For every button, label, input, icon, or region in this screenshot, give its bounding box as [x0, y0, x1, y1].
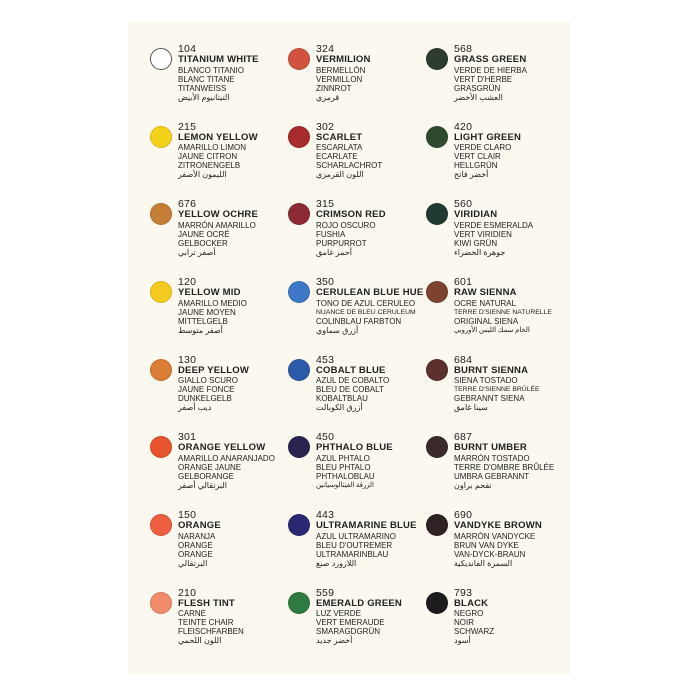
- color-code: 120: [178, 276, 197, 289]
- translation: GEBRANNT SIENA: [454, 394, 525, 404]
- color-swatch: [426, 48, 448, 70]
- translation: NEGRO: [454, 609, 484, 619]
- color-code: 130: [178, 353, 197, 366]
- color-code: 560: [454, 198, 473, 211]
- translation-arabic: أخضر جديد: [316, 636, 353, 646]
- color-swatch: [150, 514, 172, 536]
- color-name: YELLOW MID: [178, 287, 241, 299]
- translation-arabic: اللون اللحمي: [178, 636, 222, 646]
- color-swatch-grid: [150, 43, 555, 666]
- color-label: [454, 588, 494, 646]
- color-entry: [426, 276, 552, 355]
- translation: KOBALTBLAU: [316, 394, 368, 404]
- color-label: [316, 432, 393, 490]
- color-code: 350: [316, 276, 335, 289]
- color-code: 150: [178, 509, 197, 522]
- color-entry: [150, 44, 288, 122]
- translation: BLANCO TITANIO: [178, 65, 244, 75]
- color-entry: [150, 199, 288, 277]
- translation: AZUL DE COBALTO: [316, 376, 390, 386]
- color-label: [454, 510, 542, 568]
- color-swatch: [150, 281, 172, 303]
- color-code: 104: [178, 43, 197, 55]
- translation: ULTRAMARINBLAU: [316, 549, 389, 559]
- color-label: [316, 588, 402, 646]
- color-name: TITANIUM WHITE: [178, 54, 259, 65]
- color-name: LEMON YELLOW: [178, 131, 258, 143]
- color-name: ORANGE YELLOW: [178, 442, 266, 454]
- translation: VERT CLAIR: [454, 152, 501, 162]
- translation: OCRE NATURAL: [454, 298, 517, 308]
- translation: JAUNE MOYEN: [178, 307, 236, 317]
- translation: AMARILLO MEDIO: [178, 298, 247, 308]
- color-label: [316, 199, 386, 257]
- color-label: [316, 44, 371, 102]
- translation: ORIGINAL SIENA: [454, 316, 519, 326]
- translation: LUZ VERDE: [316, 609, 361, 619]
- translation: BLANC TITANE: [178, 74, 235, 84]
- color-code: 443: [316, 509, 335, 522]
- translation: ESCARLATA: [316, 143, 363, 153]
- translation: ZITRONENGELB: [178, 161, 241, 171]
- color-entry: [150, 277, 288, 355]
- translation-arabic: تفحم براون: [454, 480, 492, 490]
- color-entry: [288, 277, 426, 355]
- translation: VERT EMERAUDE: [316, 618, 385, 628]
- translation: VERT VIRIDIEN: [454, 229, 512, 239]
- translation: VAN-DYCK-BRAUN: [454, 549, 526, 559]
- color-entry: [288, 122, 426, 200]
- color-swatch: [288, 126, 310, 148]
- color-name: EMERALD GREEN: [316, 597, 402, 609]
- translation-arabic: البرتقالي أصفر: [178, 480, 228, 490]
- translation: ECARLATE: [316, 152, 358, 162]
- translation: BLEU D'OUTREMER: [316, 540, 393, 550]
- color-entry: [150, 355, 288, 433]
- color-swatch: [288, 48, 310, 70]
- color-code: 687: [454, 431, 473, 444]
- translation: AZUL PHTALO: [316, 453, 370, 463]
- translation: ORANGE: [178, 540, 213, 550]
- translation-arabic: اللازورد صبغ: [316, 558, 357, 568]
- color-code: 453: [316, 353, 335, 366]
- translation: BLEU PHTALO: [316, 462, 371, 472]
- translation: KIWI GRÜN: [454, 238, 498, 248]
- translation: TITANWEISS: [178, 83, 227, 93]
- color-swatch: [426, 126, 448, 148]
- color-label: [454, 432, 554, 490]
- color-swatch: [150, 436, 172, 458]
- color-label: [454, 122, 521, 180]
- translation: AMARILLO ANARANJADO: [178, 453, 275, 463]
- color-name: BURNT SIENNA: [454, 364, 529, 376]
- translation: VERDE DE HIERBA: [454, 65, 527, 75]
- translation: ROJO OSCURO: [316, 220, 376, 230]
- color-entry: [288, 355, 426, 433]
- translation-arabic: ديب أصفر: [178, 403, 212, 413]
- color-name: RAW SIENNA: [454, 287, 517, 299]
- color-entry: [150, 588, 288, 666]
- translation-arabic: السمرة الفانديكية: [454, 558, 513, 568]
- color-name: YELLOW OCHRE: [178, 209, 258, 221]
- translation: PURPURROT: [316, 238, 367, 248]
- translation-arabic: سينا غامق: [454, 403, 488, 413]
- color-name: CRIMSON RED: [316, 209, 386, 221]
- color-entry: [150, 510, 288, 588]
- translation-arabic: اللون القرمزي: [316, 170, 364, 180]
- color-swatch: [150, 126, 172, 148]
- color-swatch: [426, 359, 448, 381]
- color-swatch: [288, 514, 310, 536]
- color-swatch: [150, 359, 172, 381]
- translation-arabic: الليمون الأصفر: [178, 170, 227, 180]
- color-swatch: [426, 592, 448, 614]
- translation: GRASGRÜN: [454, 83, 501, 93]
- color-entry: [288, 588, 426, 666]
- translation-arabic: الزرقة الفيثالوسيانين: [316, 481, 374, 489]
- color-swatch: [426, 514, 448, 536]
- color-code: 559: [316, 586, 335, 599]
- translation: MITTELGELB: [178, 316, 228, 326]
- translation: TERRE D'SIENNE NATURELLE: [454, 308, 552, 316]
- translation-arabic: أزرق سماوي: [316, 325, 359, 335]
- color-swatch: [150, 203, 172, 225]
- translation: SCHARLACHROT: [316, 161, 383, 171]
- color-code: 324: [316, 43, 335, 55]
- color-entry: [426, 431, 555, 510]
- color-code: 690: [454, 509, 473, 522]
- color-swatch: [150, 48, 172, 70]
- color-code: 315: [316, 198, 335, 211]
- color-name: COBALT BLUE: [316, 364, 386, 376]
- translation-arabic: البرتقالي: [178, 558, 208, 568]
- translation-arabic: أصفر ترابي: [178, 247, 216, 257]
- color-name: CERULEAN BLUE HUE: [316, 287, 424, 299]
- color-name: LIGHT GREEN: [454, 131, 522, 143]
- translation-arabic: أخضر فاتح: [454, 170, 489, 180]
- translation: BLEU DE COBALT: [316, 385, 384, 395]
- color-name: VANDYKE BROWN: [454, 520, 542, 532]
- color-entry: [426, 355, 546, 433]
- color-label: [178, 588, 244, 646]
- color-name: ORANGE: [178, 520, 221, 532]
- color-swatch: [426, 436, 448, 458]
- translation: ORANGE JAUNE: [178, 462, 242, 472]
- translation: MARRÓN AMARILLO: [178, 220, 256, 230]
- color-code: 684: [454, 353, 473, 366]
- color-code: 210: [178, 586, 197, 599]
- color-name: BURNT UMBER: [454, 442, 527, 454]
- translation: SMARAGDGRÜN: [316, 627, 381, 637]
- color-entry: [150, 122, 288, 200]
- translation: BRUN VAN DYKE: [454, 540, 519, 550]
- color-name: DEEP YELLOW: [178, 364, 250, 376]
- color-entry: [288, 510, 426, 588]
- color-label: [316, 510, 417, 568]
- translation-arabic: الخام سمك الليس الأوروبي: [454, 326, 530, 334]
- translation: TEINTE CHAIR: [178, 618, 234, 628]
- color-swatch: [288, 203, 310, 225]
- translation: VERMILLON: [316, 74, 363, 84]
- color-label: [178, 277, 247, 335]
- translation: SCHWARZ: [454, 627, 495, 637]
- translation: FLEISCHFARBEN: [178, 627, 244, 637]
- translation: VERDE CLARO: [454, 143, 512, 153]
- color-code: 301: [178, 431, 197, 444]
- color-label: [454, 199, 533, 257]
- color-code: 450: [316, 431, 335, 444]
- translation: MARRÓN TOSTADO: [454, 453, 530, 463]
- color-label: [316, 277, 423, 335]
- translation-arabic: قرمزي: [316, 92, 340, 102]
- color-name: VERMILION: [316, 54, 371, 65]
- translation-arabic: التيتانيوم الأبيض: [178, 92, 230, 102]
- translation: TERRE D'OMBRE BRÛLÉE: [454, 462, 555, 472]
- translation: VERT D'HERBE: [454, 74, 513, 84]
- color-code: 420: [454, 120, 473, 133]
- translation: AMARILLO LIMON: [178, 143, 247, 153]
- color-entry: [426, 44, 546, 122]
- translation: ORANGE: [178, 549, 213, 559]
- color-label: [178, 432, 275, 490]
- color-swatch: [426, 203, 448, 225]
- color-swatch: [150, 592, 172, 614]
- color-entry: [426, 510, 546, 588]
- translation-arabic: جوهرة الخضراء: [454, 247, 506, 257]
- translation-arabic: العشب الأخضر: [454, 92, 503, 102]
- translation-arabic: أسود: [454, 636, 471, 646]
- translation: JAUNE CITRON: [178, 152, 238, 162]
- translation: BERMELLÓN: [316, 65, 366, 75]
- color-label: [454, 44, 527, 102]
- translation: GELBOCKER: [178, 238, 228, 248]
- translation: GIALLO SCURO: [178, 376, 239, 386]
- color-entry: [288, 199, 426, 277]
- translation: ZINNROT: [316, 83, 352, 93]
- translation: FUSHIA: [316, 229, 346, 239]
- color-code: 793: [454, 586, 473, 599]
- color-swatch: [288, 281, 310, 303]
- color-label: [178, 122, 258, 180]
- color-label: [316, 122, 382, 180]
- color-name: BLACK: [454, 597, 489, 609]
- translation-arabic: أصفر متوسط: [178, 325, 223, 335]
- translation: DUNKELGELB: [178, 394, 232, 404]
- color-name: PHTHALO BLUE: [316, 442, 393, 454]
- translation: VERDE ESMERALDA: [454, 220, 534, 230]
- color-entry: [288, 432, 426, 510]
- color-entry: [426, 122, 546, 200]
- color-name: GRASS GREEN: [454, 54, 527, 65]
- translation: JAUNE OCRÉ: [178, 229, 230, 239]
- translation: PHTHALOBLAU: [316, 471, 375, 481]
- translation-arabic: أحمر غامق: [316, 247, 353, 257]
- color-label: [178, 199, 258, 257]
- color-code: 676: [178, 198, 197, 211]
- translation: UMBRA GEBRANNT: [454, 471, 530, 481]
- translation: GELBORANGE: [178, 471, 235, 481]
- translation: TONO DE AZUL CERULEO: [316, 298, 416, 308]
- color-label: [178, 44, 259, 102]
- color-name: VIRIDIAN: [454, 209, 498, 221]
- translation-arabic: أزرق الكوبالت: [316, 403, 363, 413]
- color-swatch: [288, 436, 310, 458]
- color-swatch: [426, 281, 448, 303]
- color-code: 601: [454, 276, 473, 289]
- translation: AZUL ULTRAMARINO: [316, 531, 397, 541]
- color-swatch: [288, 592, 310, 614]
- color-code: 302: [316, 120, 335, 133]
- color-name: SCARLET: [316, 131, 363, 143]
- color-entry: [150, 432, 288, 510]
- color-name: FLESH TINT: [178, 597, 235, 609]
- color-entry: [426, 588, 546, 666]
- translation: SIENA TOSTADO: [454, 376, 518, 386]
- color-label: [178, 510, 221, 568]
- translation: MARRÓN VANDYCKE: [454, 531, 536, 541]
- color-entry: [426, 199, 546, 277]
- translation: NARANJA: [178, 531, 216, 541]
- translation: HELLGRÜN: [454, 161, 498, 171]
- translation: COLINBLAU FARBTON: [316, 316, 402, 326]
- color-entry: [288, 44, 426, 122]
- color-label: [454, 355, 540, 413]
- color-code: 215: [178, 120, 197, 133]
- color-label: [454, 277, 552, 335]
- color-name: ULTRAMARINE BLUE: [316, 520, 417, 532]
- translation: NUANCE DE BLEU CERULEUM: [316, 308, 416, 316]
- color-label: [178, 355, 249, 413]
- translation: TERRE D'SIENNE BRÛLÉE: [454, 386, 540, 394]
- translation: JAUNE FONCE: [178, 385, 235, 395]
- translation: NOIR: [454, 618, 474, 628]
- color-swatch: [288, 359, 310, 381]
- color-label: [316, 355, 389, 413]
- translation: CARNE: [178, 609, 207, 619]
- color-code: 568: [454, 43, 473, 55]
